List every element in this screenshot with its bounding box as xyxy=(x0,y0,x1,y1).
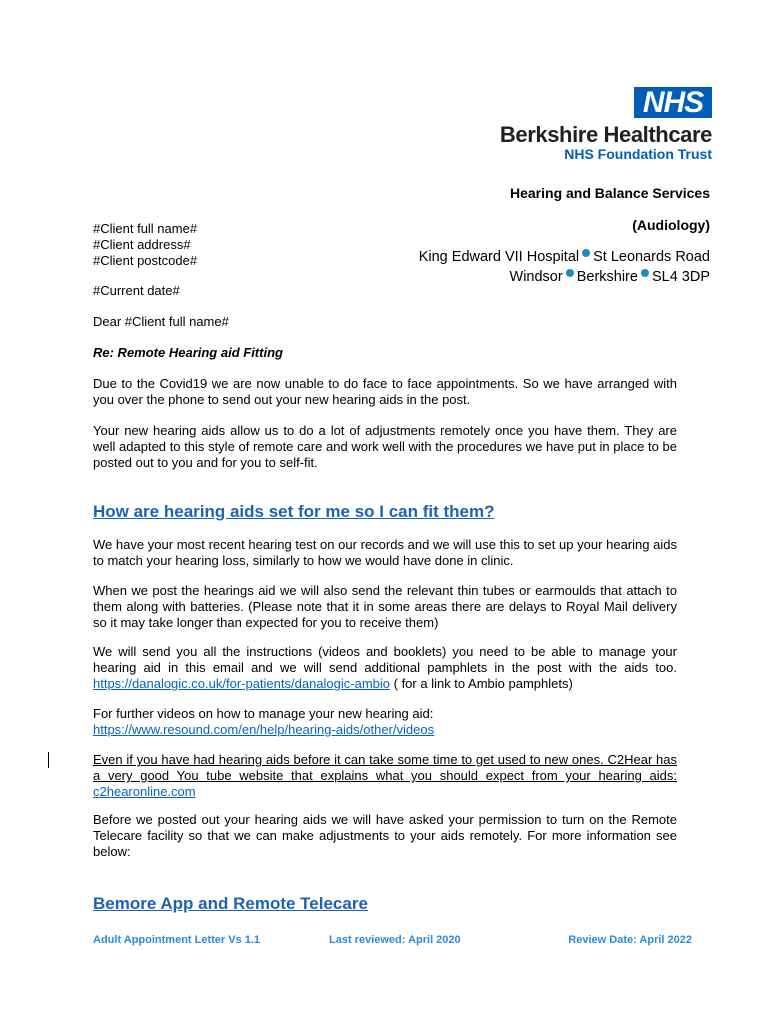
subject-line: Re: Remote Hearing aid Fitting xyxy=(93,345,283,360)
org-name: Berkshire Healthcare xyxy=(499,122,712,147)
paragraph-covid: Due to the Covid19 we are now unable to do face to face appointments. So we have arranged with you over the phone to send out your new hearing aids in the post. xyxy=(93,376,677,407)
footer-review-date: Review Date: April 2022 xyxy=(568,934,692,946)
footer-version: Adult Appointment Letter Vs 1.1 xyxy=(93,934,261,946)
resound-link[interactable]: https://www.resound.com/en/help/hearing-aids/other/videos xyxy=(93,722,435,737)
client-postcode: #Client postcode# xyxy=(93,253,198,268)
service-department: (Audiology) xyxy=(632,217,710,233)
address-line-1 xyxy=(419,249,710,265)
paragraph-postage: When we post the hearings aid we will also send the relevant thin tubes or earmoulds that attach to them along with batteries. (Please note that it in some areas there are delays to Royal Mail delivery so it may take longer than expected for you to receive them) xyxy=(93,583,677,630)
instructions-text: We will send you all the instructions (videos and booklets) you need to be able to manage your hearing aid in this email and we will send additional pamphlets in the post with the aids too. xyxy=(93,644,677,675)
c2hear-link[interactable]: c2hearonline.com xyxy=(93,784,196,799)
address-line-2 xyxy=(510,269,710,285)
nhs-logo: NHS xyxy=(634,87,712,118)
c2hear-text: Even if you have had hearing aids before it can take some time to get used to new ones. C2Hear has a very good You tube website that explains what you should expect from your hearing aids: xyxy=(93,752,677,783)
address-county: Berkshire xyxy=(576,269,638,285)
current-date: #Current date# xyxy=(93,283,180,298)
address-road: St Leonards Road xyxy=(593,249,710,265)
address-postcode: SL4 3DP xyxy=(651,269,710,285)
text-cursor xyxy=(48,752,49,768)
danalogic-link[interactable]: https://danalogic.co.uk/for-patients/danalogic-ambio xyxy=(93,676,391,691)
paragraph-hearing-test: We have your most recent hearing test on our records and we will use this to set up your hearing aids to match your hearing loss, similarly to how we would have done in clinic. xyxy=(93,537,677,568)
salutation: Dear #Client full name# xyxy=(93,314,229,329)
bullet-dot-icon xyxy=(566,269,574,277)
bullet-dot-icon xyxy=(641,269,649,277)
paragraph-videos xyxy=(93,706,677,738)
instructions-tail: ( for a link to Ambio pamphlets) xyxy=(390,676,573,691)
paragraph-c2hear xyxy=(93,752,677,800)
org-subtitle: NHS Foundation Trust xyxy=(564,146,712,162)
bullet-dot-icon xyxy=(582,249,590,257)
footer-last-reviewed: Last reviewed: April 2020 xyxy=(329,934,461,946)
paragraph-telecare: Before we posted out your hearing aids we will have asked your permission to turn on the Remote Telecare facility so that we can make adjustments to your aids remotely. For more information see below: xyxy=(93,812,677,859)
address-town: Windsor xyxy=(509,269,563,285)
service-name: Hearing and Balance Services xyxy=(510,185,710,201)
client-name: #Client full name# xyxy=(93,221,198,236)
videos-text: For further videos on how to manage your new hearing aid: xyxy=(93,706,434,721)
client-address: #Client address# xyxy=(93,237,191,252)
paragraph-instructions xyxy=(93,644,677,692)
paragraph-adjustments: Your new hearing aids allow us to do a lot of adjustments remotely once you have them. They are well adapted to this style of remote care and work well with the procedures we have put in place to be posted out to you and for you to self-fit. xyxy=(93,423,677,470)
section-heading-fitting: How are hearing aids set for me so I can fit them? xyxy=(93,502,495,521)
section-heading-bemore: Bemore App and Remote Telecare xyxy=(93,894,368,913)
address-hospital: King Edward VII Hospital xyxy=(418,249,580,265)
